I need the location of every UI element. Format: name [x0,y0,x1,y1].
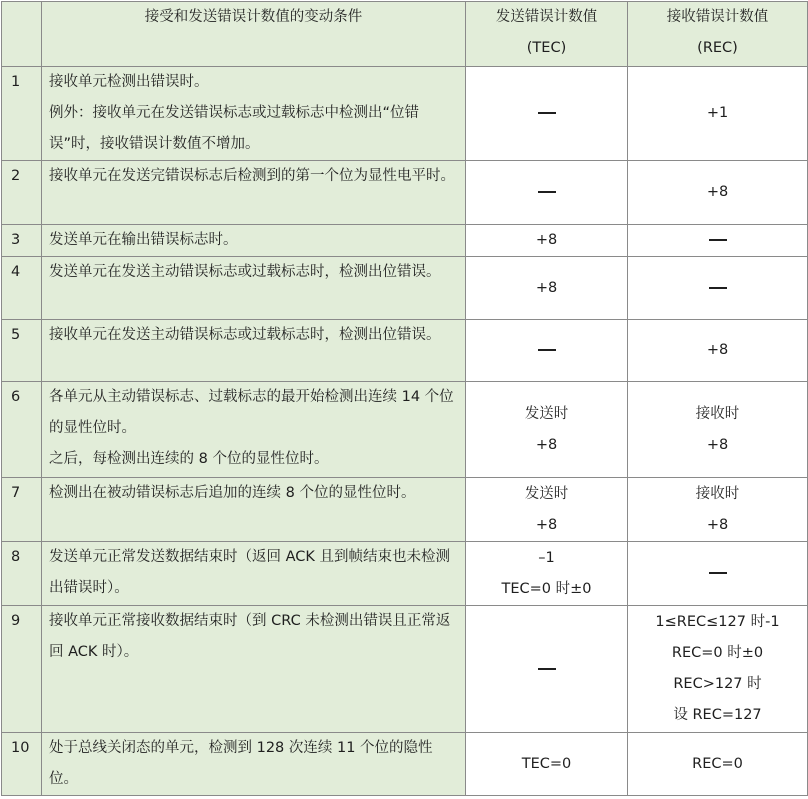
value-text: 接收时 [695,485,740,502]
condition-text: 接收单元在发送完错误标志后检测到的第一个位为显性电平时。 [49,168,455,184]
row-rec-value [628,225,808,257]
row-rec-value [628,257,808,320]
row-number: 8 [2,542,42,606]
header-tec-title: 发送错误计数值 [495,9,598,25]
row-rec-value [628,478,808,542]
condition-text: 发送单元在发送主动错误标志或过载标志时，检测出位错误。 [49,264,441,280]
row-condition [42,225,466,257]
row-rec-value [628,733,808,796]
not-applicable-dash [538,191,556,193]
value-text: 发送时 [524,485,569,502]
not-applicable-dash [709,572,727,574]
value-text: 发送时 [524,405,569,422]
header-rec-title: 接收错误计数值 [666,9,769,25]
not-applicable-dash [709,287,727,289]
condition-text: 之后，每检测出连续的 8 个位的显性位时。 [49,451,329,467]
table-row [2,542,808,606]
header-row [2,2,808,67]
header-rec [628,2,808,67]
row-number: 1 [2,67,42,161]
error-counter-table [1,1,808,796]
condition-text: 接收单元在发送主动错误标志或过载标志时，检测出位错误。 [49,327,441,343]
header-tec [466,2,628,67]
row-tec-value [466,478,628,542]
not-applicable-dash [538,668,556,670]
table-row [2,478,808,542]
table-row [2,257,808,320]
value-text: +8 [535,232,558,248]
row-number: 5 [2,320,42,382]
value-text: REC>127 时 [673,676,762,692]
condition-text: 发送单元正常发送数据结束时（返回 ACK 且到帧结束也未检测出错误时）。 [49,549,451,596]
row-condition [42,257,466,320]
table-row [2,67,808,161]
row-number: 3 [2,225,42,257]
condition-text: 各单元从主动错误标志、过载标志的最开始检测出连续 14 个位的显性位时。 [49,389,454,436]
value-text: 1≤REC≤127 时-1 [655,614,780,630]
row-number: 7 [2,478,42,542]
not-applicable-dash [538,112,556,114]
row-tec-value [466,257,628,320]
table-row [2,320,808,382]
value-text: 接收时 [695,405,740,422]
row-number: 10 [2,733,42,796]
header-number [2,2,42,67]
row-rec-value [628,161,808,225]
row-number: 9 [2,606,42,733]
row-number: 6 [2,382,42,478]
table-row [2,606,808,733]
row-tec-value [466,161,628,225]
not-applicable-dash [709,239,727,241]
value-text: –1 [538,549,555,566]
value-text: REC=0 时±0 [671,645,764,661]
row-tec-value [466,542,628,606]
row-condition [42,606,466,733]
condition-text: 接收单元正常接收数据结束时（到 CRC 未检测出错误且正常返回 ACK 时）。 [49,613,451,660]
value-text: +8 [706,342,729,358]
condition-text: 接收单元检测出错误时。 [49,74,209,90]
value-text: +1 [706,105,729,121]
value-text: +8 [706,436,729,453]
condition-text: 检测出在被动错误标志后追加的连续 8 个位的显性位时。 [49,485,416,501]
row-tec-value [466,225,628,257]
value-text: +8 [706,516,729,533]
value-text: +8 [535,436,558,453]
row-condition [42,478,466,542]
row-tec-value [466,606,628,733]
table-row [2,225,808,257]
row-rec-value [628,67,808,161]
row-rec-value [628,606,808,733]
row-condition [42,161,466,225]
value-text: REC=0 [692,755,743,772]
header-rec-abbr: (REC) [697,40,738,56]
condition-text: 例外：接收单元在发送错误标志或过载标志中检测出“位错误”时，接收错误计数值不增加。 [49,105,420,152]
condition-text: 处于总线关闭态的单元，检测到 128 次连续 11 个位的隐性位。 [49,740,433,787]
header-condition: 接受和发送错误计数值的变动条件 [42,2,466,67]
row-tec-value [466,320,628,382]
value-text: TEC=0 时±0 [501,580,592,597]
row-tec-value [466,67,628,161]
header-tec-abbr: (TEC) [526,40,567,56]
value-text: +8 [706,184,729,200]
value-text: +8 [535,516,558,533]
value-text: 设 REC=127 [673,707,762,723]
value-text: +8 [535,279,558,296]
value-text: TEC=0 [521,755,572,772]
not-applicable-dash [538,349,556,351]
row-condition [42,67,466,161]
row-number: 2 [2,161,42,225]
row-condition [42,320,466,382]
row-condition [42,733,466,796]
row-rec-value [628,542,808,606]
row-condition [42,382,466,478]
row-rec-value [628,320,808,382]
row-tec-value [466,733,628,796]
row-condition [42,542,466,606]
table-row [2,733,808,796]
table-row [2,382,808,478]
table-row [2,161,808,225]
row-tec-value [466,382,628,478]
row-number: 4 [2,257,42,320]
condition-text: 发送单元在输出错误标志时。 [49,232,238,248]
row-rec-value [628,382,808,478]
